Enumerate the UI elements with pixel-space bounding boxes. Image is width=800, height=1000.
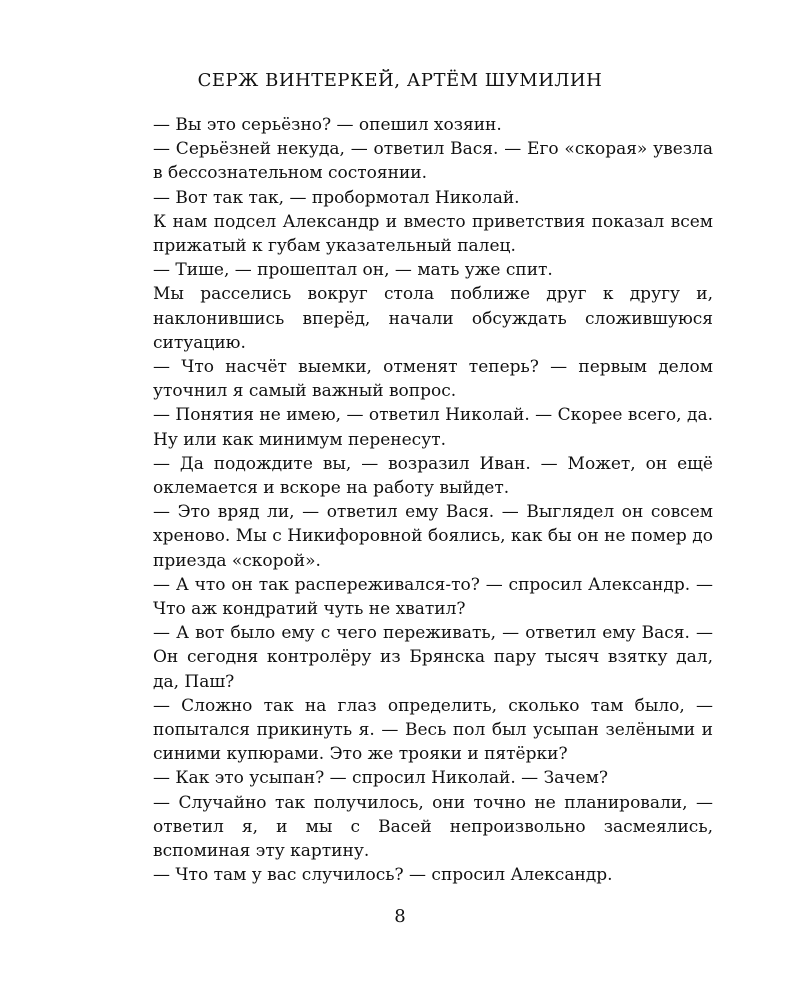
paragraph: — Вот так так, — пробормотал Николай. <box>153 187 520 208</box>
paragraph: — А вот было ему с чего переживать, — ответил ему Вася. — Он сегодня контролёру из Брянска пару тысяч взятку дал, да, Паш? <box>153 623 713 692</box>
body-text <box>153 113 713 888</box>
paragraph: Мы расселись вокруг стола поближе друг к другу и, наклонившись вперёд, начали обсуждать сложившуюся ситуацию. <box>153 284 713 353</box>
paragraph: — Вы это серьёзно? — опешил хозяин. <box>153 115 502 135</box>
paragraph: — Сложно так на глаз определить, сколько там было, — попытался прикинуть я. — Весь пол был усыпан зелёными и синими купюрами. Это же трояки и пятёрки? <box>153 695 713 765</box>
paragraph: — Да подождите вы, — возразил Иван. — Может, он ещё оклемается и вскоре на работу выйдет. <box>153 453 713 499</box>
paragraph: — Случайно так получилось, они точно не планировали, — ответил я, и мы с Васей непроизвольно засмеялись, вспоминая эту картину. <box>153 792 713 862</box>
running-head: СЕРЖ ВИНТЕРКЕЙ, АРТЁМ ШУМИЛИН <box>197 70 603 91</box>
paragraph: — Это вряд ли, — ответил ему Вася. — Выглядел он совсем хреново. Мы с Никифоровной боялись, как бы он не помер до приезда «скорой». <box>153 502 713 571</box>
paragraph: К нам подсел Александр и вместо приветствия показал всем прижатый к губам указательный палец. <box>153 211 713 257</box>
paragraph: — Как это усыпан? — спросил Николай. — Зачем? <box>153 768 608 789</box>
paragraph: — Что там у вас случилось? — спросил Александр. <box>153 865 613 886</box>
paragraph: — Тише, — прошептал он, — мать уже спит. <box>153 260 553 281</box>
paragraph: — Что насчёт выемки, отменят теперь? — первым делом уточнил я самый важный вопрос. <box>153 357 713 402</box>
paragraph: — А что он так распереживался-то? — спросил Александр. — Что аж кондратий чуть не хватил? <box>153 574 713 620</box>
paragraph: — Понятия не имею, — ответил Николай. — Скорее всего, да. Ну или как минимум перенесут. <box>153 405 713 450</box>
page-number: 8 <box>394 906 406 927</box>
paragraph: — Серьёзней некуда, — ответил Вася. — Его «скорая» увезла в бессознательном состоянии. <box>153 139 713 184</box>
